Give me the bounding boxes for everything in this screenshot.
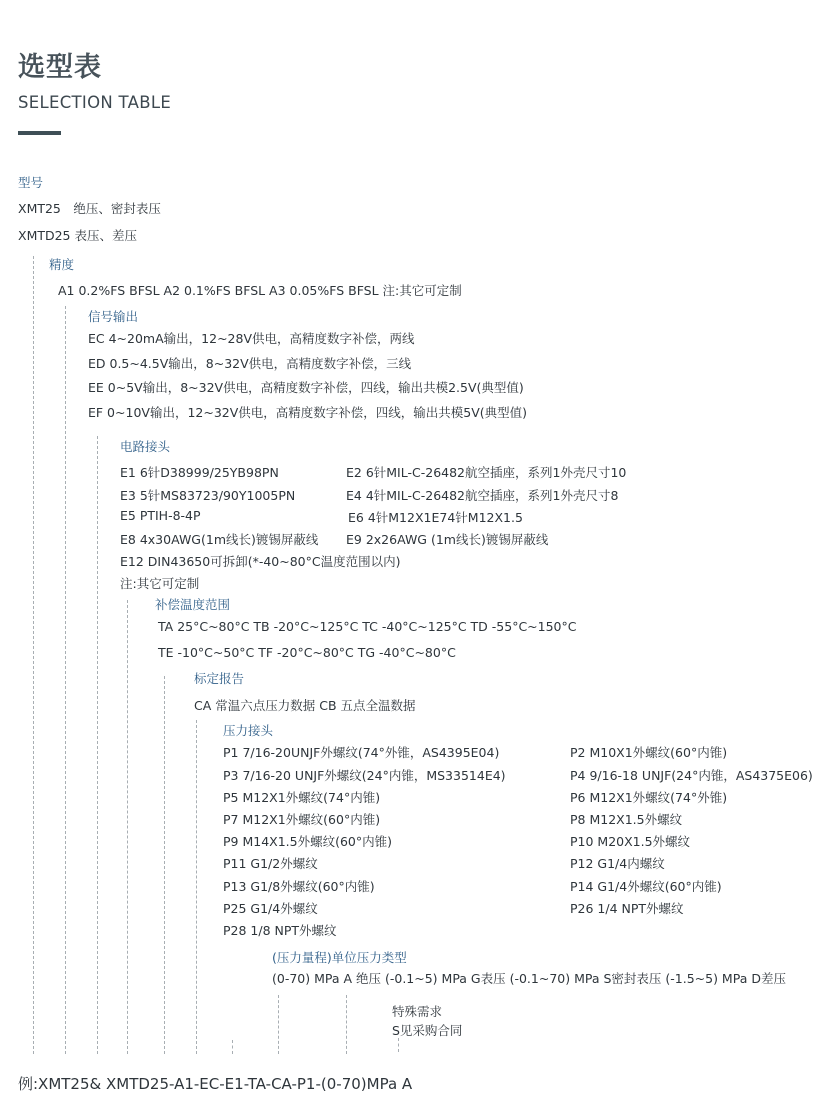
temperature-heading: 补偿温度范围 [155, 597, 231, 612]
report-options: CA 常温六点压力数据 CB 五点全温数据 [194, 698, 416, 713]
pressure-port-p28: P28 1/8 NPT外螺纹 [223, 923, 337, 938]
connector-heading: 电路接头 [120, 439, 171, 454]
connector-option-e6: E6 4针M12X1E74针M12X1.5 [348, 510, 523, 525]
pressure-port-p7: P7 M12X1外螺纹(60°内锥) [223, 812, 381, 827]
temperature-row-2: TE -10°C~50°C TF -20°C~80°C TG -40°C~80°C [158, 645, 456, 660]
pressure-port-p13: P13 G1/8外螺纹(60°内锥) [223, 879, 375, 894]
tree-guide-line-7 [232, 1040, 233, 1054]
tree-guide-line-6 [196, 720, 197, 1054]
order-example: 例:XMT25& XMTD25-A1-EC-E1-TA-CA-P1-(0-70)MPa A [18, 1075, 413, 1093]
pressure-port-p26: P26 1/4 NPT外螺纹 [570, 901, 684, 916]
special-heading: 特殊需求 [392, 1004, 443, 1019]
connector-note: 注:其它可定制 [120, 576, 200, 591]
pressure-port-p5: P5 M12X1外螺纹(74°内锥) [223, 790, 381, 805]
pressure-port-p4: P4 9/16-18 UNJF(24°内锥，AS4375E06) [570, 768, 813, 783]
connector-option-e2: E2 6针MIL-C-26482航空插座，系列1外壳尺寸10 [346, 465, 627, 480]
range-heading: (压力量程)单位压力类型 [272, 950, 407, 965]
pressure-port-p6: P6 M12X1外螺纹(74°外锥) [570, 790, 728, 805]
page-title: 选型表 [18, 52, 102, 83]
tree-guide-line-9 [346, 995, 347, 1054]
model-item-xmtd25: XMTD25 表压、差压 [18, 228, 137, 243]
signal-option-ec: EC 4~20mA输出，12~28V供电，高精度数字补偿，两线 [88, 331, 415, 346]
page-subtitle: SELECTION TABLE [18, 93, 172, 112]
pressure-port-p1: P1 7/16-20UNJF外螺纹(74°外锥，AS4395E04) [223, 745, 500, 760]
signal-heading: 信号输出 [88, 309, 139, 324]
connector-option-e5: E5 PTIH-8-4P [120, 508, 201, 523]
tree-guide-line-2 [65, 306, 66, 1054]
pressure-port-p3: P3 7/16-20 UNJF外螺纹(24°内锥，MS33514E4) [223, 768, 506, 783]
special-option: S见采购合同 [392, 1023, 463, 1038]
pressure-port-p25: P25 G1/4外螺纹 [223, 901, 318, 916]
signal-option-ee: EE 0~5V输出，8~32V供电，高精度数字补偿，四线，输出共模2.5V(典型值) [88, 380, 524, 395]
connector-option-e12: E12 DIN43650可拆卸(*-40~80°C温度范围以内) [120, 554, 401, 569]
pressure-port-p12: P12 G1/4内螺纹 [570, 856, 665, 871]
pressure-port-p11: P11 G1/2外螺纹 [223, 856, 318, 871]
accuracy-heading: 精度 [49, 257, 75, 272]
pressure-port-p2: P2 M10X1外螺纹(60°内锥) [570, 745, 728, 760]
temperature-row-1: TA 25°C~80°C TB -20°C~125°C TC -40°C~125°C TD -55°C~150°C [158, 619, 577, 634]
range-options: (0-70) MPa A 绝压 (-0.1~5) MPa G表压 (-0.1~70) MPa S密封表压 (-1.5~5) MPa D差压 [272, 971, 786, 986]
connector-option-e8: E8 4x30AWG(1m线长)镀锡屏蔽线 [120, 532, 319, 547]
pressure-port-heading: 压力接头 [223, 723, 274, 738]
title-underline [18, 131, 61, 135]
tree-guide-line-1 [33, 256, 34, 1054]
pressure-port-p8: P8 M12X1.5外螺纹 [570, 812, 683, 827]
connector-option-e9: E9 2x26AWG (1m线长)镀锡屏蔽线 [346, 532, 549, 547]
tree-guide-line-3 [97, 436, 98, 1054]
tree-guide-line-8 [278, 995, 279, 1054]
connector-option-e1: E1 6针D38999/25YB98PN [120, 465, 279, 480]
pressure-port-p14: P14 G1/4外螺纹(60°内锥) [570, 879, 722, 894]
tree-guide-line-10 [398, 1038, 399, 1052]
tree-guide-line-4 [127, 600, 128, 1054]
model-heading: 型号 [18, 175, 44, 190]
pressure-port-p10: P10 M20X1.5外螺纹 [570, 834, 691, 849]
signal-option-ed: ED 0.5~4.5V输出，8~32V供电，高精度数字补偿，三线 [88, 356, 412, 371]
model-item-xmt25: XMT25 绝压、密封表压 [18, 201, 161, 216]
signal-option-ef: EF 0~10V输出，12~32V供电，高精度数字补偿，四线，输出共模5V(典型值) [88, 405, 528, 420]
tree-guide-line-5 [164, 676, 165, 1054]
connector-option-e3: E3 5针MS83723/90Y1005PN [120, 488, 296, 503]
report-heading: 标定报告 [194, 671, 245, 686]
pressure-port-p9: P9 M14X1.5外螺纹(60°内锥) [223, 834, 393, 849]
connector-option-e4: E4 4针MIL-C-26482航空插座，系列1外壳尺寸8 [346, 488, 619, 503]
accuracy-options: A1 0.2%FS BFSL A2 0.1%FS BFSL A3 0.05%FS BFSL 注:其它可定制 [58, 283, 462, 298]
